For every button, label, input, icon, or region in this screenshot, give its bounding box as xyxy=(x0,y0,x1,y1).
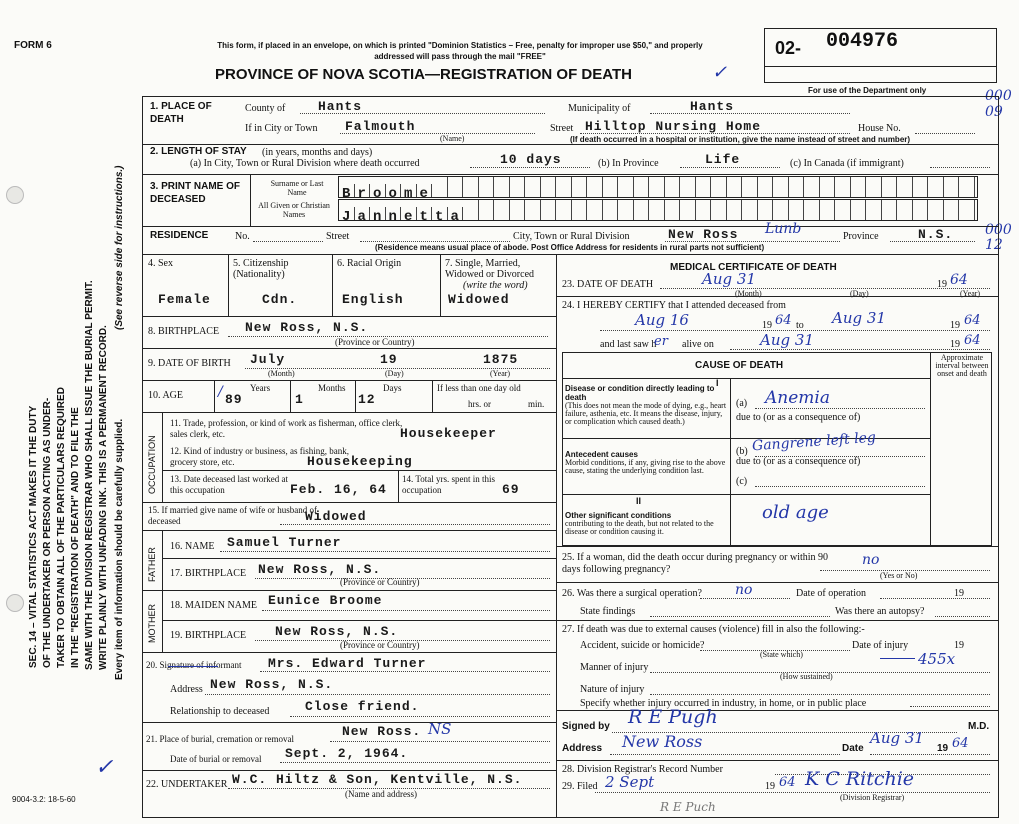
punch-hole xyxy=(6,594,24,612)
less-day-label: If less than one day old xyxy=(437,383,521,393)
cause-b-label: (b) xyxy=(736,446,748,457)
informant-label: 20. Signature of informant xyxy=(146,660,242,670)
street-value: Hilltop Nursing Home xyxy=(585,119,762,134)
alive-on-label: alive on xyxy=(682,339,714,350)
attended-to: Aug 31 xyxy=(832,309,886,327)
municipality-value: Hants xyxy=(690,99,735,114)
city-label: If in City or Town xyxy=(245,123,318,134)
mother-label: MOTHER xyxy=(147,604,157,643)
prov-country-hint: (Province or Country) xyxy=(335,337,415,347)
cause-b-value: Gangrene left leg xyxy=(751,429,877,455)
burial-date-label: Date of burial or removal xyxy=(170,754,262,764)
punch-hole xyxy=(6,186,24,204)
print-name-label: 3. PRINT NAME OF DECEASED xyxy=(150,181,241,205)
years-label: Years xyxy=(250,383,271,393)
roman-ii: II xyxy=(636,496,642,506)
citizenship-value: Cdn. xyxy=(262,292,298,307)
code-455: 455x xyxy=(918,650,956,668)
reg-prefix: 02- xyxy=(775,38,802,58)
age-months-value: 1 xyxy=(295,392,304,407)
given-label: All Given or Christian Names xyxy=(258,201,330,219)
cause-a-label: (a) xyxy=(736,398,748,409)
year-prefix: 19 xyxy=(954,588,964,599)
signed-label: Signed by xyxy=(562,721,610,732)
hospital-note: (If death occurred in a hospital or institution, give the name instead of street and number) xyxy=(570,135,911,144)
year-prefix: 19 xyxy=(937,279,947,290)
res-city-value: New Ross xyxy=(668,227,739,242)
dob-label: 9. DATE OF BIRTH xyxy=(148,358,231,369)
occupation-label: OCCUPATION xyxy=(147,435,157,494)
physician-date-value: Aug 31 xyxy=(870,729,924,747)
side-text: IN THE "REGISTRATION OF DEATH" AND TO FILE THE xyxy=(70,407,81,668)
mother-maiden-label: 18. MAIDEN NAME xyxy=(170,600,257,611)
burial-label: 21. Place of burial, cremation or removal xyxy=(146,734,294,744)
months-label: Months xyxy=(318,383,346,393)
alive-year: 64 xyxy=(964,333,981,348)
specify-label: Specify whether injury occurred in industry, in home, or in public place xyxy=(580,698,867,709)
relationship-label: Relationship to deceased xyxy=(170,706,270,717)
res-province-label: Province xyxy=(843,231,879,242)
external-causes-label: 27. If death was due to external causes (violence) fill in also the following:- xyxy=(562,624,865,635)
physician-address-value: New Ross xyxy=(622,732,703,751)
div-registrar-hint: (Division Registrar) xyxy=(840,793,905,802)
occ12-value: Housekeeping xyxy=(307,454,413,469)
given-name-boxes: J a n n e t t a xyxy=(338,199,978,221)
disease-label: Disease or condition directly leading to death xyxy=(565,384,715,402)
mother-birthplace-label: 19. BIRTHPLACE xyxy=(170,630,247,641)
stay-c-label: (c) In Canada (if immigrant) xyxy=(790,158,904,169)
min-label: min. xyxy=(528,399,545,409)
res-province-value: N.S. xyxy=(918,227,954,242)
res-city-label: City, Town or Rural Division xyxy=(513,231,630,242)
spouse-value: Widowed xyxy=(305,509,367,524)
last-saw-label: and last saw h xyxy=(600,339,657,350)
age-years-value: 89 xyxy=(225,392,243,407)
day-hint: (Day) xyxy=(850,289,869,298)
filed-date: 2 Sept xyxy=(605,773,655,791)
informant-address-value: New Ross, N.S. xyxy=(210,677,334,692)
year-prefix: 19 xyxy=(762,320,772,331)
occ12-label: 12. Kind of industry or business, as fishing, bank, grocery store, etc. xyxy=(170,446,349,467)
burial-handwritten: NS xyxy=(428,720,452,738)
father-name-value: Samuel Turner xyxy=(227,535,342,550)
days-label: Days xyxy=(383,383,402,393)
age-days-value: 12 xyxy=(358,392,376,407)
county-label: County of xyxy=(245,103,286,114)
other-sig-label: Other significant conditions xyxy=(565,511,672,520)
father-name-label: 16. NAME xyxy=(170,541,215,552)
mother-maiden-value: Eunice Broome xyxy=(268,593,383,608)
pregnancy-label: 25. If a woman, did the death occur during pregnancy or within 90 days following pregnancy? xyxy=(562,552,829,575)
stay-hint: (in years, months and days) xyxy=(262,147,373,158)
stay-a-label: (a) In City, Town or Rural Division where death occurred xyxy=(190,158,420,169)
dept-code: 000 xyxy=(985,222,1012,238)
occ13-label: 13. Date deceased last worked at this occupation xyxy=(170,474,288,495)
record-number-label: 28. Division Registrar's Record Number xyxy=(562,764,723,775)
burial-date-value: Sept. 2, 1964. xyxy=(285,746,409,761)
hrs-label: hrs. or xyxy=(468,399,491,409)
alive-date: Aug 31 xyxy=(760,331,814,349)
marital-value: Widowed xyxy=(448,292,510,307)
filed-label: 29. Filed xyxy=(562,781,598,792)
side-text: SAME WITH THE DIVISION REGISTRAR WHO SHALL ISSUE THE BURIAL PERMIT. xyxy=(84,280,95,670)
antecedent-note: Morbid conditions, if any, giving rise to the above cause, stating the underlying condition last. xyxy=(565,458,726,475)
occ13-value: Feb. 16, 64 xyxy=(290,482,387,497)
res-no-label: No. xyxy=(235,231,250,242)
checkmark-icon: ✓ xyxy=(95,755,114,780)
date-injury-label: Date of injury xyxy=(852,640,909,651)
dept-use-label: For use of the Department only xyxy=(808,86,927,95)
burial-value: New Ross. xyxy=(342,724,422,739)
operation-value: no xyxy=(735,582,753,598)
father-birthplace-value: New Ross, N.S. xyxy=(258,562,382,577)
house-no-label: House No. xyxy=(858,123,901,134)
dept-code: 000 xyxy=(985,88,1012,104)
father-label: FATHER xyxy=(147,547,157,582)
pencil-signature: R E Puch xyxy=(660,800,716,814)
undertaker-value: W.C. Hiltz & Son, Kentville, N.S. xyxy=(232,772,523,787)
attended-from: Aug 16 xyxy=(635,311,689,329)
year-prefix: 19 xyxy=(954,640,964,651)
physician-date-year: 64 xyxy=(952,736,969,751)
year-prefix: 19 xyxy=(765,781,775,792)
dob-month: July xyxy=(250,352,286,367)
form-title: PROVINCE OF NOVA SCOTIA—REGISTRATION OF DEATH xyxy=(215,66,632,83)
name-addr-hint: (Name and address) xyxy=(345,789,417,799)
marital-label: 7. Single, Married, Widowed or Divorced xyxy=(445,258,535,280)
mother-birthplace-value: New Ross, N.S. xyxy=(275,624,399,639)
stay-b-value: Life xyxy=(705,152,741,167)
registrar-signature: K C Ritchie xyxy=(805,768,915,790)
yes-no-hint: (Yes or No) xyxy=(880,571,918,580)
cause-a-value: Anemia xyxy=(765,388,830,408)
surname-label: Surname or Last Name xyxy=(270,179,324,197)
approx-interval-label: Approximate interval between onset and death xyxy=(935,353,989,378)
racial-value: English xyxy=(342,292,404,307)
father-birthplace-label: 17. BIRTHPLACE xyxy=(170,568,247,579)
autopsy-label: Was there an autopsy? xyxy=(835,606,925,617)
street-label: Street xyxy=(550,123,574,134)
county-value: Hants xyxy=(318,99,363,114)
residence-label: RESIDENCE xyxy=(150,230,209,241)
disease-note: (This does not mean the mode of dying, e.g., heart failure, asthenia, etc. It means the disease, injury, or complication which caused death.) xyxy=(565,401,727,426)
length-of-stay-label: 2. LENGTH OF STAY xyxy=(150,146,247,157)
month-hint: (Month) xyxy=(268,369,295,378)
checkmark-icon: ✓ xyxy=(712,62,728,83)
informant-value: Mrs. Edward Turner xyxy=(268,656,427,671)
res-street-label: Street xyxy=(326,231,350,242)
to-label: to xyxy=(796,320,804,331)
prov-country-hint: (Province or Country) xyxy=(340,640,420,650)
dob-day: 19 xyxy=(380,352,398,367)
side-text: TAKER TO OBTAIN ALL OF THE PARTICULARS REQUIRED xyxy=(56,387,67,668)
side-text: WRITE PLAINLY WITH UNFADING INK. THIS IS A PERMANENT RECORD. xyxy=(98,325,109,670)
birthplace-label: 8. BIRTHPLACE xyxy=(148,326,220,337)
attended-to-year: 64 xyxy=(964,313,981,328)
state-which-hint: (State which) xyxy=(760,650,803,659)
spouse-label: 15. If married give name of wife or husband of deceased xyxy=(148,505,317,526)
physician-date-label: Date xyxy=(842,743,864,754)
state-findings-label: State findings xyxy=(580,606,636,617)
relationship-value: Close friend. xyxy=(305,699,420,714)
sex-label: 4. Sex xyxy=(148,258,173,269)
day-hint: (Day) xyxy=(385,369,404,378)
footer-code: 9004-3.2: 18-5-60 xyxy=(12,795,76,804)
other-sig-note: contributing to the death, but not related to the disease or condition causing it. xyxy=(565,519,714,536)
manner-label: Manner of injury xyxy=(580,662,649,673)
occ14-value: 69 xyxy=(502,482,520,497)
physician-address-label: Address xyxy=(562,743,603,754)
stay-a-value: 10 days xyxy=(500,152,562,167)
side-text: SEC. 14 – VITAL STATISTICS ACT MAKES IT THE DUTY xyxy=(28,405,39,668)
date-op-label: Date of operation xyxy=(796,588,866,599)
birthplace-value: New Ross, N.S. xyxy=(245,320,369,335)
due-to-label: due to (or as a consequence of) xyxy=(736,412,861,423)
city-value: Falmouth xyxy=(345,119,416,134)
occ11-label: 11. Trade, profession, or kind of work as fisherman, office clerk, sales clerk, etc. xyxy=(170,418,403,439)
antecedent-label: Antecedent causes xyxy=(565,450,638,459)
side-text: OF THE UNDERTAKER OR PERSON ACTING AS UNDER- xyxy=(42,397,53,668)
year-hint: (Year) xyxy=(960,289,981,298)
medical-title: MEDICAL CERTIFICATE OF DEATH xyxy=(670,262,837,273)
year-prefix: 19 xyxy=(950,320,960,331)
res-note: (Residence means usual place of abode. Post Office Address for residents in rural parts not sufficient) xyxy=(375,243,765,252)
side-text: Every item of information should be carefully supplied. xyxy=(114,418,125,680)
physician-signature: R E Pugh xyxy=(628,706,718,728)
dept-code: 12 xyxy=(985,237,1003,253)
due-to-label: due to (or as a consequence of) xyxy=(736,456,861,467)
attended-from-year: 64 xyxy=(775,313,792,328)
year-hint: (Year) xyxy=(490,369,511,378)
form-number: FORM 6 xyxy=(14,40,52,51)
age-label: 10. AGE xyxy=(148,390,183,401)
date-of-death-year: 64 xyxy=(950,272,968,288)
year-prefix: 19 xyxy=(950,339,960,350)
stay-b-label: (b) In Province xyxy=(598,158,659,169)
filed-year: 64 xyxy=(779,775,796,790)
last-saw-hw: er xyxy=(654,334,668,349)
sex-value: Female xyxy=(158,292,211,307)
attended-label: 24. I HEREBY CERTIFY that I attended deceased from xyxy=(562,300,786,311)
prov-country-hint: (Province or Country) xyxy=(340,577,420,587)
occ14-label: 14. Total yrs. spent in this occupation xyxy=(402,474,495,495)
date-of-death-value: Aug 31 xyxy=(702,270,756,288)
place-of-death-label: 1. PLACE OF DEATH xyxy=(150,101,212,125)
md-label: M.D. xyxy=(968,721,990,732)
name-hint: (Name) xyxy=(440,134,465,143)
cause-c-label: (c) xyxy=(736,476,748,487)
operation-label: 26. Was there a surgical operation? xyxy=(562,588,702,599)
nature-label: Nature of injury xyxy=(580,684,645,695)
other-sig-value: old age xyxy=(762,502,829,523)
roman-i: I xyxy=(716,378,719,388)
dob-year: 1875 xyxy=(483,352,519,367)
pregnancy-value: no xyxy=(862,552,880,568)
year-prefix: 19 xyxy=(937,743,949,754)
how-hint: (How sustained) xyxy=(780,672,833,681)
date-of-death-label: 23. DATE OF DEATH xyxy=(562,279,654,290)
dept-code: 09 xyxy=(985,104,1003,120)
checkmark-icon: / xyxy=(218,384,223,400)
cause-title: CAUSE OF DEATH xyxy=(695,360,784,371)
accident-label: Accident, suicide or homicide? xyxy=(580,640,705,651)
surname-boxes: B r o o m e xyxy=(338,176,978,198)
municipality-label: Municipality of xyxy=(568,103,631,114)
month-hint: (Month) xyxy=(735,289,762,298)
undertaker-label: 22. UNDERTAKER xyxy=(146,779,228,790)
header-note: This form, if placed in an envelope, on which is printed "Dominion Statistics – Free, penalty for improper use $50," and properly addressed will pass through the mail "FREE" xyxy=(217,41,703,61)
informant-address-label: Address xyxy=(170,684,203,695)
reg-number: 004976 xyxy=(826,30,899,53)
citizenship-label: 5. Citizenship (Nationality) xyxy=(233,258,289,280)
side-text: (See reverse side for instructions.) xyxy=(114,165,125,330)
marital-hint: (write the word) xyxy=(463,280,528,291)
res-city-handwritten: Lunb xyxy=(765,221,802,237)
racial-label: 6. Racial Origin xyxy=(337,258,402,269)
occ11-value: Housekeeper xyxy=(400,426,497,441)
